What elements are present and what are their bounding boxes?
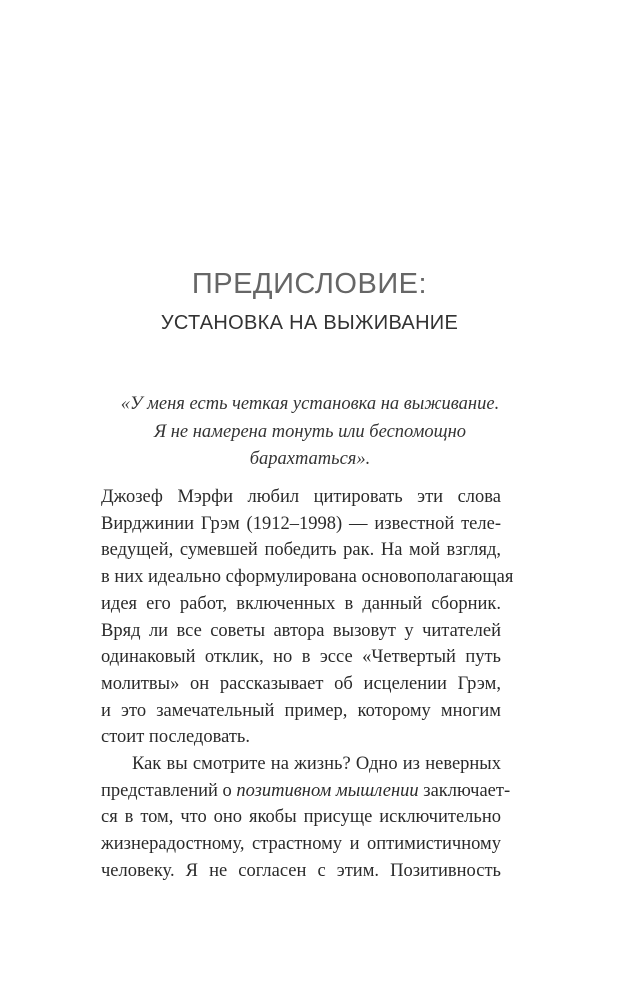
text-line [101, 778, 511, 805]
text-line: и это замечательный пример, которому многим [101, 700, 501, 721]
text-line: Вирджинии Грэм (1912–1998) — известной теле- [101, 513, 501, 534]
epigraph [60, 391, 560, 474]
text-line: Вряд ли все советы автора вызовут у читателей [101, 620, 501, 641]
text-line: ведущей, сумевшей победить рак. На мой взгляд, [101, 540, 501, 561]
text-run: заключает- [418, 780, 511, 801]
body-text [101, 484, 514, 885]
text-run: представлений о [101, 780, 237, 801]
text-line: в них идеально сформулирована основополагающая [101, 567, 514, 588]
chapter-title: ПРЕДИСЛОВИЕ: [191, 268, 428, 300]
epigraph-line: Я не намерена тонуть или беспомощно [153, 421, 467, 442]
text-line: стоит последовать. [101, 727, 250, 748]
epigraph-line: «У меня есть четкая установка на выживание. [120, 394, 500, 414]
text-line: жизнерадостному, страстному и оптимистичному [101, 834, 501, 855]
text-line: Как вы смотрите на жизнь? Одно из неверных [132, 754, 501, 775]
chapter-subtitle: УСТАНОВКА НА ВЫЖИВАНИЕ [160, 312, 459, 334]
text-line: человеку. Я не согласен с этим. Позитивность [101, 860, 501, 881]
italic-term: позитивном мышлении [236, 780, 419, 801]
text-line: ся в том, что оно якобы присуще исключительно [101, 807, 501, 828]
epigraph-line: барахтаться». [249, 449, 371, 469]
text-line: идея его работ, включенных в данный сборник. [101, 593, 501, 614]
text-line: одинаковый отклик, но в эссе «Четвертый путь [101, 647, 501, 668]
text-line: молитвы» он рассказывает об исцелении Грэм, [101, 673, 501, 694]
text-line: Джозеф Мэрфи любил цитировать эти слова [101, 487, 501, 507]
